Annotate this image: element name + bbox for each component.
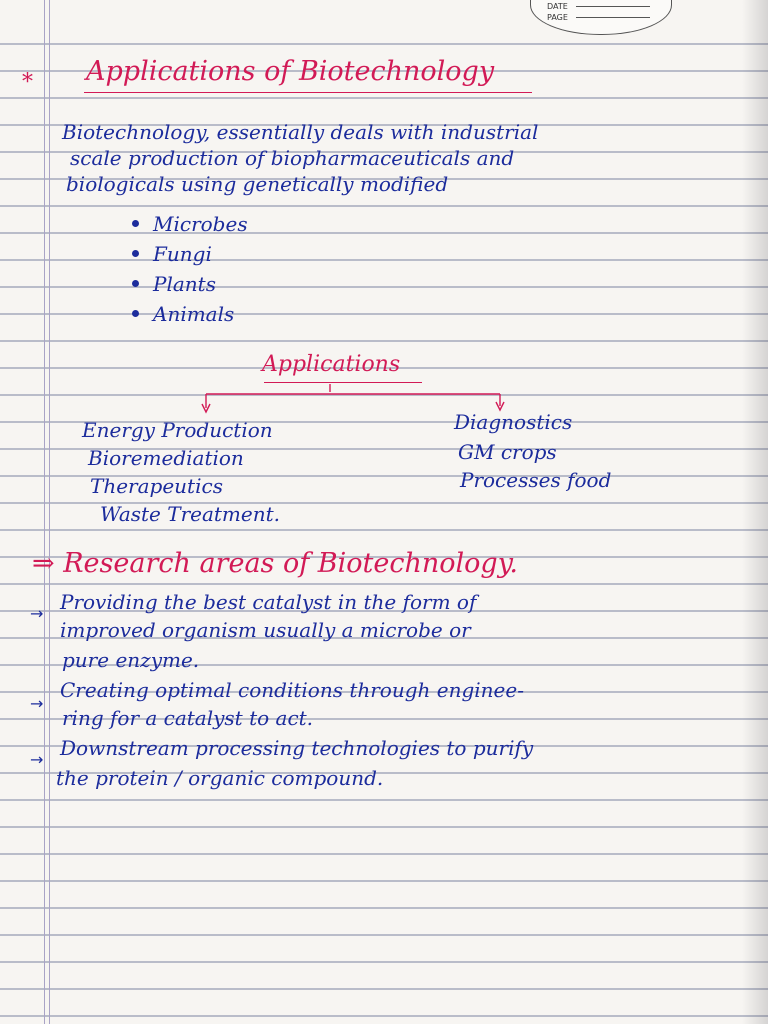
application-item: Energy Production — [82, 418, 273, 442]
intro-line: biologicals using genetically modified — [66, 172, 449, 196]
intro-line: Biotechnology, essentially deals with industrial — [62, 120, 539, 144]
research-point-line: the protein / organic compound. — [56, 766, 384, 790]
star-marker: * — [22, 70, 33, 95]
research-point-line: Downstream processing technologies to purify — [60, 736, 534, 760]
application-item: Waste Treatment. — [100, 502, 281, 526]
research-heading-text: Research areas of Biotechnology. — [63, 548, 518, 579]
organism-label: Animals — [153, 302, 235, 326]
double-arrow-icon: ⇒ — [32, 548, 55, 579]
arrow-right-icon: → — [30, 694, 44, 713]
application-item: Processes food — [460, 468, 612, 492]
research-point-line: ring for a catalyst to act. — [62, 706, 314, 730]
application-item: Bioremediation — [88, 446, 244, 470]
page-title: Applications of Biotechnology — [86, 56, 495, 87]
organism-label: Microbes — [153, 212, 248, 236]
branch-arrows-icon — [0, 0, 768, 430]
organism-label: Fungi — [153, 242, 212, 266]
applications-heading: Applications — [262, 352, 401, 377]
organism-label: Plants — [153, 272, 216, 296]
application-item: GM crops — [458, 440, 557, 464]
research-point-line: improved organism usually a microbe or — [60, 618, 471, 642]
intro-line: scale production of biopharmaceuticals and — [70, 146, 515, 170]
stamp-page-label: PAGE — [547, 13, 568, 22]
stamp-date-label: DATE — [547, 2, 568, 11]
arrow-right-icon: → — [30, 750, 44, 769]
application-item: Therapeutics — [90, 474, 223, 498]
research-point-line: Providing the best catalyst in the form of — [60, 590, 477, 614]
research-point-line: pure enzyme. — [62, 648, 200, 672]
arrow-right-icon: → — [30, 604, 44, 623]
research-point-line: Creating optimal conditions through enginee- — [60, 678, 524, 702]
application-item: Diagnostics — [454, 410, 573, 434]
research-heading — [32, 548, 518, 579]
